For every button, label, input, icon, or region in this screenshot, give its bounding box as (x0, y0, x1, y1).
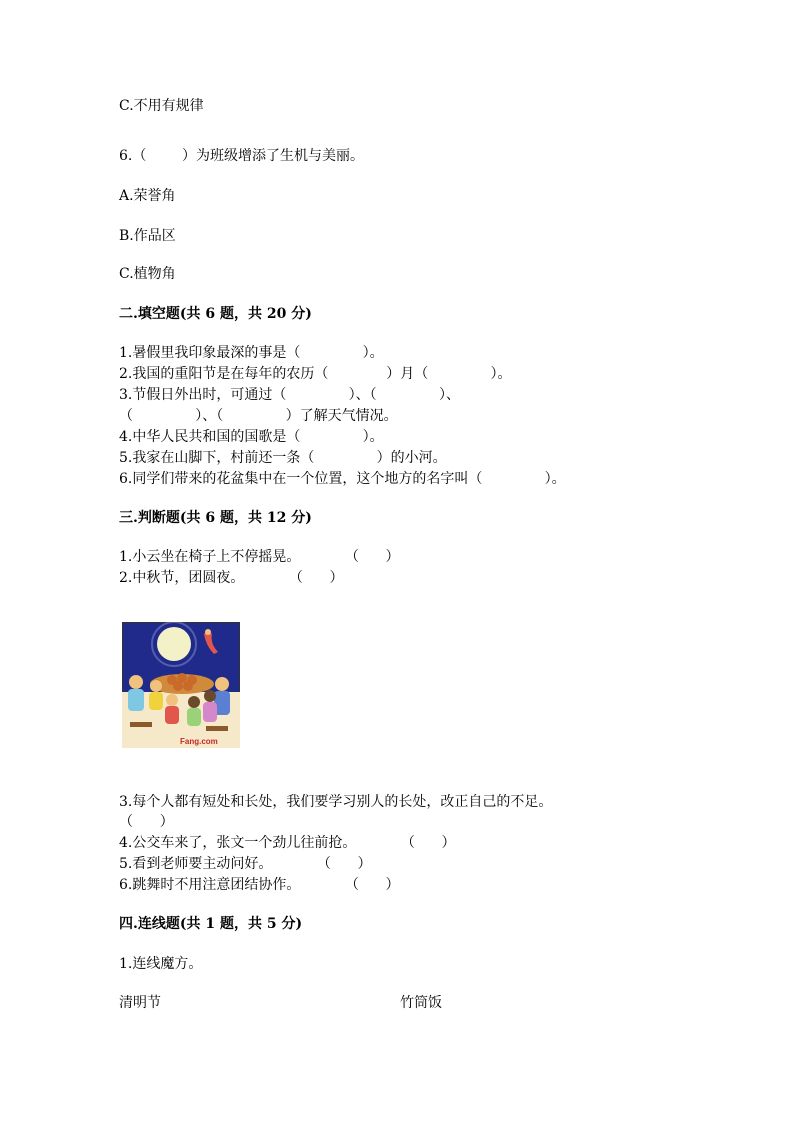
judge-item-1: 1.小云坐在椅子上不停摇晃。 （ ） (119, 549, 400, 565)
question-6-option-a: A.荣誉角 (119, 188, 176, 204)
fill-item-5: 5.我家在山脚下，村前还一条（ ）的小河。 (119, 450, 447, 466)
section-3-title: 三.判断题(共 6 题，共 12 分) (119, 510, 312, 526)
section-4-title: 四.连线题(共 1 题，共 5 分) (119, 916, 303, 932)
judge-item-5: 5.看到老师要主动问好。 （ ） (119, 856, 372, 872)
watermark-logo: Fang.com (180, 737, 218, 746)
match-left-item: 清明节 (119, 995, 161, 1011)
question-6-option-b: B.作品区 (119, 228, 176, 244)
judge-item-2: 2.中秋节，团圆夜。 （ ） (119, 570, 344, 586)
fill-item-4: 4.中华人民共和国的国歌是（ ）。 (119, 429, 384, 445)
fill-item-2: 2.我国的重阳节是在每年的农历（ ）月（ ）。 (119, 366, 512, 382)
fill-item-3: 3.节假日外出时，可通过（ ）、（ ）、 (119, 387, 460, 403)
fill-item-6: 6.同学们带来的花盆集中在一个位置，这个地方的名字叫（ ）。 (119, 471, 566, 487)
question-6-stem: 6.（ ）为班级增添了生机与美丽。 (119, 148, 364, 164)
judge-item-3-paren: （ ） (119, 814, 174, 830)
option-c-prev: C.不用有规律 (119, 98, 204, 114)
fill-item-3-cont: （ ）、（ ）了解天气情况。 (119, 408, 398, 424)
fill-item-1: 1.暑假里我印象最深的事是（ ）。 (119, 345, 384, 361)
section-2-title: 二.填空题(共 6 题，共 20 分) (119, 306, 312, 322)
judge-item-4: 4.公交车来了，张文一个劲儿往前抢。 （ ） (119, 835, 456, 851)
match-right-item: 竹筒饭 (400, 995, 442, 1011)
question-6-option-c: C.植物角 (119, 266, 176, 282)
judge-item-3: 3.每个人都有短处和长处，我们要学习别人的长处，改正自己的不足。 (119, 794, 553, 810)
match-question-stem: 1.连线魔方。 (119, 956, 203, 972)
judge-item-6: 6.跳舞时不用注意团结协作。 （ ） (119, 877, 400, 893)
mid-autumn-family-illustration (122, 622, 240, 748)
